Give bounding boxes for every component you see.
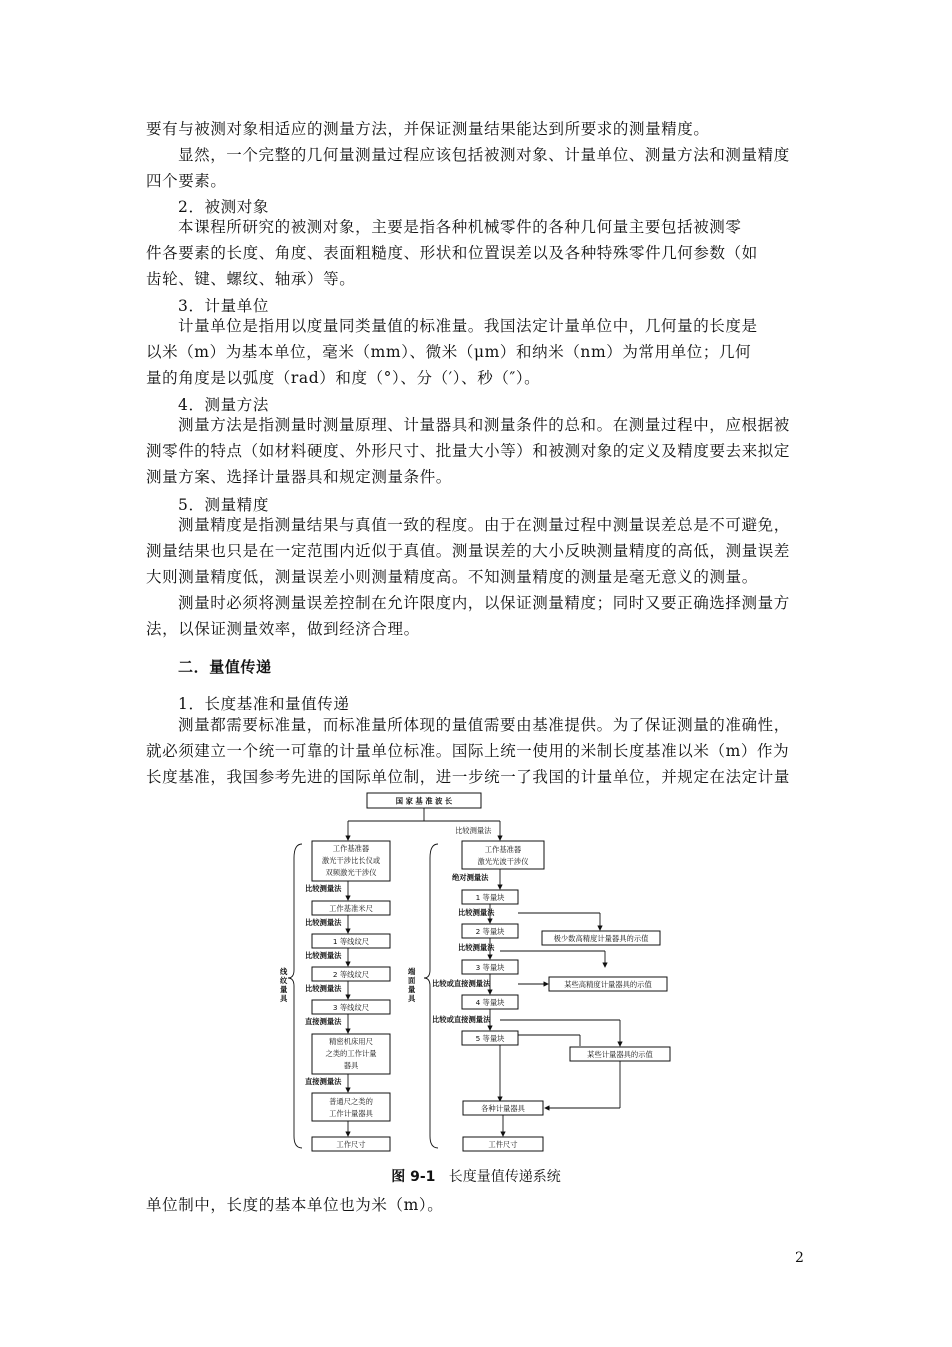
svg-text:4 等量块: 4 等量块 [475, 998, 505, 1007]
text-line: 测量精度是指测量结果与真值一致的程度。由于在测量过程中测量误差总是不可避免， [178, 516, 790, 534]
heading-measurement-unit: 3．计量单位 [178, 297, 269, 315]
text-line: 单位制中，长度的基本单位也为米（m）。 [146, 1196, 444, 1214]
heading-measured-object: 2．被测对象 [178, 198, 269, 216]
text-line: 测零件的特点（如材料硬度、外形尺寸、批量大小等）和被测对象的定义及精度要去来拟定 [146, 442, 791, 461]
page-number: 2 [795, 1250, 804, 1266]
svg-text:比较测量法: 比较测量法 [305, 884, 342, 893]
svg-text:普通尺之类的: 普通尺之类的 [329, 1097, 373, 1106]
section-heading-value-transfer: 二．量值传递 [178, 658, 272, 676]
figure-caption [0, 1166, 952, 1186]
text-line: 齿轮、键、螺纹、轴承）等。 [146, 270, 356, 289]
svg-text:各种计量器具: 各种计量器具 [481, 1104, 525, 1113]
svg-text:工作基准米尺: 工作基准米尺 [329, 904, 373, 913]
svg-text:纹: 纹 [280, 976, 288, 985]
svg-text:量: 量 [408, 985, 416, 994]
text-line: 本课程所研究的被测对象，主要是指各种机械零件的各种几何量主要包括被测零 [178, 218, 742, 236]
paragraph-8 [146, 1192, 810, 1218]
svg-text:直接测量法: 直接测量法 [305, 1017, 342, 1026]
svg-text:某些高精度计量器具的示值: 某些高精度计量器具的示值 [564, 980, 652, 989]
length-value-transfer-diagram [280, 788, 680, 1158]
text-line: 要有与被测对象相适应的测量方法，并保证测量结果能达到所要求的测量精度。 [146, 120, 710, 138]
svg-text:比较测量法: 比较测量法 [305, 918, 342, 927]
paragraph-4 [146, 412, 810, 491]
svg-text:双频激光干涉仪: 双频激光干涉仪 [325, 868, 377, 877]
text-line: 测量都需要标准量，而标准量所体现的量值需要由基准提供。为了保证测量的准确性， [178, 716, 790, 734]
text-line: 以米（m）为基本单位，毫米（mm）、微米（μm）和纳米（nm）为常用单位；几何 [146, 343, 752, 362]
svg-text:工件尺寸: 工件尺寸 [488, 1140, 518, 1149]
figure-title: 长度量值传递系统 [448, 1169, 561, 1185]
svg-text:1 等线纹尺: 1 等线纹尺 [332, 937, 370, 946]
heading-length-standard: 1．长度基准和量值传递 [178, 695, 350, 713]
paragraph-7 [146, 712, 810, 791]
text-line: 就必须建立一个统一可靠的计量单位标准。国际上统一使用的米制长度基准以米（m）作为 [146, 742, 790, 761]
heading-measurement-method: 4．测量方法 [178, 396, 269, 414]
text-line: 件各要素的长度、角度、表面粗糙度、形状和位置误差以及各种特殊零件几何参数（如 [146, 244, 758, 263]
svg-text:比较或直接测量法: 比较或直接测量法 [432, 979, 491, 988]
svg-text:工作计量器具: 工作计量器具 [329, 1109, 373, 1118]
paragraph-0 [146, 116, 810, 142]
svg-text:比较测量法: 比较测量法 [458, 943, 495, 952]
svg-text:激光光波干涉仪: 激光光波干涉仪 [477, 857, 529, 866]
heading-measurement-accuracy: 5．测量精度 [178, 496, 269, 514]
text-line: 测量方法是指测量时测量原理、计量器具和测量条件的总和。在测量过程中，应根据被 [178, 416, 790, 434]
svg-text:激光干涉比长仪或: 激光干涉比长仪或 [321, 856, 381, 865]
svg-text:具: 具 [280, 994, 288, 1003]
svg-text:比较或直接测量法: 比较或直接测量法 [432, 1015, 491, 1024]
svg-text:3 等线纹尺: 3 等线纹尺 [332, 1003, 370, 1012]
svg-text:某些计量器具的示值: 某些计量器具的示值 [587, 1050, 653, 1059]
text-line: 测量结果也只是在一定范围内近似于真值。测量误差的大小反映测量精度的高低，测量误差 [146, 542, 791, 561]
figure-number: 图 9-1 [391, 1169, 436, 1185]
text-line: 长度基准，我国参考先进的国际单位制，进一步统一了我国的计量单位，并规定在法定计量 [146, 768, 791, 787]
text-line: 计量单位是指用以度量同类量值的标准量。我国法定计量单位中，几何量的长度是 [178, 317, 758, 335]
paragraph-3 [146, 313, 810, 392]
paragraph-6 [146, 590, 810, 642]
svg-text:绝对测量法: 绝对测量法 [452, 873, 489, 882]
svg-text:2 等线纹尺: 2 等线纹尺 [332, 970, 370, 979]
svg-text:工作尺寸: 工作尺寸 [336, 1140, 366, 1149]
paragraph-1 [146, 142, 810, 194]
svg-text:极少数高精度计量器具的示值: 极少数高精度计量器具的示值 [553, 934, 649, 943]
text-line: 测量方案、选择计量器具和规定测量条件。 [146, 468, 452, 487]
svg-text:器具: 器具 [343, 1061, 359, 1070]
svg-text:比较测量法: 比较测量法 [305, 984, 342, 993]
text-line: 测量时必须将测量误差控制在允许限度内，以保证测量精度；同时又要正确选择测量方 [178, 594, 790, 612]
svg-text:线: 线 [280, 967, 288, 976]
national-standard-label: 国 家 基 准 波 长 [395, 796, 453, 806]
svg-text:5 等量块: 5 等量块 [475, 1034, 505, 1043]
paragraph-5 [146, 512, 810, 591]
svg-text:工作基准器: 工作基准器 [484, 845, 522, 854]
end-gauge-group-label [408, 967, 416, 1003]
svg-text:直接测量法: 直接测量法 [305, 1077, 342, 1086]
svg-text:端: 端 [408, 967, 416, 976]
svg-text:精密机床用尺: 精密机床用尺 [329, 1037, 373, 1046]
text-line: 显然，一个完整的几何量测量过程应该包括被测对象、计量单位、测量方法和测量精度 [178, 146, 790, 164]
compare-method-top: 比较测量法 [455, 826, 492, 835]
svg-text:面: 面 [408, 976, 416, 985]
text-line: 量的角度是以弧度（rad）和度（°）、分（′）、秒（″）。 [146, 369, 541, 388]
text-line: 大则测量精度低，测量误差小则测量精度高。不知测量精度的测量是毫无意义的测量。 [146, 568, 758, 587]
text-line: 四个要素。 [146, 172, 227, 191]
paragraph-2 [146, 214, 810, 293]
svg-text:具: 具 [408, 994, 416, 1003]
svg-text:比较测量法: 比较测量法 [458, 908, 495, 917]
svg-text:量: 量 [280, 985, 288, 994]
svg-text:工作基准器: 工作基准器 [332, 844, 370, 853]
line-scale-group-label [280, 967, 288, 1003]
svg-text:2 等量块: 2 等量块 [475, 927, 505, 936]
text-line: 法，以保证测量效率，做到经济合理。 [146, 620, 420, 639]
svg-text:1 等量块: 1 等量块 [475, 893, 505, 902]
svg-text:3 等量块: 3 等量块 [475, 963, 505, 972]
svg-text:比较测量法: 比较测量法 [305, 951, 342, 960]
svg-text:之类的工作计量: 之类的工作计量 [325, 1049, 377, 1058]
